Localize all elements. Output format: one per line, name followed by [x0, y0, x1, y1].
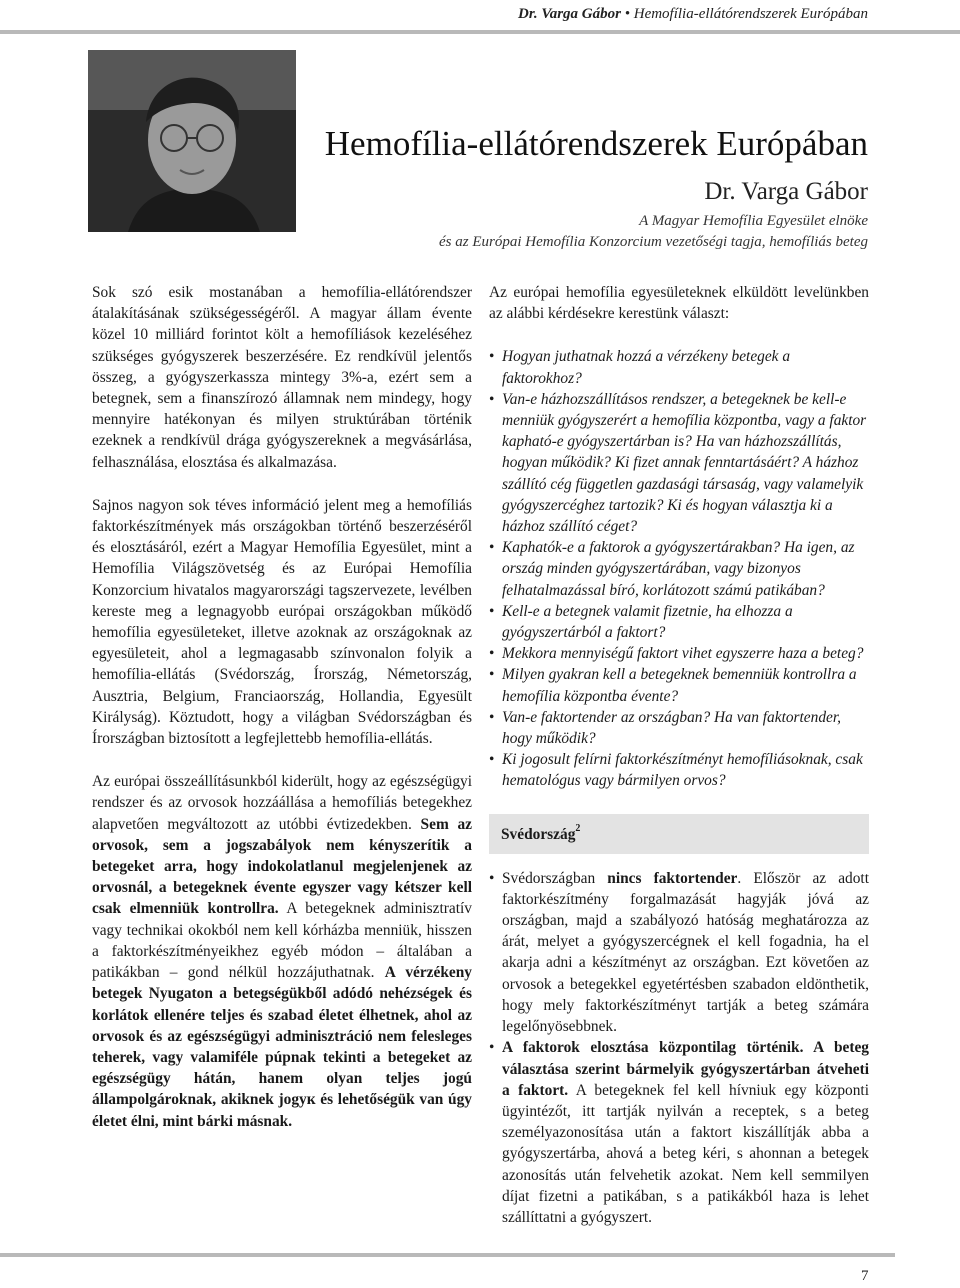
question-item: • Hogyan juthatnak hozzá a vérzékeny betegek a faktorokhoz? [489, 346, 869, 388]
question-item: • Van-e faktortender az országban? Ha van faktortender, hogy működik? [489, 707, 869, 749]
section-title: Svédország [501, 825, 576, 843]
page-number: 7 [861, 1268, 869, 1284]
question-item: • Ki jogosult felírni faktorkészítményt hemofíliásoknak, csak hematológus vagy bármilyen orvos? [489, 749, 869, 791]
paragraph-3-bold-b: A vérzékeny betegek Nyugaton a betegségükből adódó nehézségek és korlátok ellenére teljes és szabad életet élhetnek, ahol az orvosok és az egészségügyi adminisztráció nem felesleges teherek, vagy valamiféle púpnak tekinti a betegeket az egészségügy hátán, hanem olyan teljes jogú állampolgároknak, akiknek jogук és lehetőségük van úgy életet élni, mint bárki másnak. [92, 964, 472, 1130]
running-header-topic: Hemofília-ellátórendszerek Európában [633, 6, 868, 22]
questions-intro: Az európai hemofília egyesületeknek elküldött levelünkben az alábbi kérdésekre kerestünk választ: [489, 284, 869, 323]
header-rule [0, 30, 960, 34]
question-item: • Kell-e a betegnek valamit fizetnie, ha elhozza a gyógyszertárból a faktort? [489, 601, 869, 643]
paragraph-2: Sajnos nagyon sok téves információ jelent meg a hemofíliás faktorkészítmények más országokban történő beszerzéséről és elosztásáról, ezért a Magyar Hemofília Egyesület, mint a Hemofília Világszövetség és az Európai Hemofília Konzorcium hivatalos magyarországi tagszervezete, levélben kereste meg a legnagyobb európai országokban működő hemofília egyesületeket, illetve azoknak az országoknak az egyesületeit, ahol a legmagasabb színvonalon folyik a hemofília-ellátás (Svédország, Írország, Németország, Ausztria, Belgium, Franciaország, Hollandia, Egyesült Királyság). Köztudott, hogy a világban Svédországban és Írországban biztosított a legfejlettebb hemofília-ellátás. [92, 496, 472, 748]
running-header-author: Dr. Varga Gábor [518, 6, 621, 22]
left-column [92, 282, 472, 1132]
question-item: • Van-e házhozszállításos rendszer, a betegeknek be kell-e menniük gyógyszerért a hemofília központba, vagy a faktor kapható-e gyógyszertárban is? Ha van házhozszállítás, hogyan működik? Ki fizet annak fenntartásáért? A házhoz szállító cég független gazdasági társaság, vagy valamelyik gyógyszercéghez tartozik? Ki és hogyan választja ki a házhoz szállító céget? [489, 389, 869, 537]
paragraph-3 [92, 771, 472, 1131]
author-affiliation-line2: és az Európai Hemofília Konzorcium vezetőségi tagja, hemofíliás beteg [439, 234, 868, 250]
sweden-item [489, 868, 869, 1038]
paragraph-3-text-b: A betegeknek adminisztratív vagy technikai okokból nem kell kórházba menniük, hisszen a faktorkészítményeikhez egyéb módon – általában a patikákban – gond nélkül hozzájuthatnak. [92, 900, 472, 982]
running-header-separator: • [624, 6, 630, 22]
sweden-item-bold: nincs faktortender [607, 869, 738, 887]
sweden-item-lead: Svédországban [502, 869, 608, 887]
footnote-marker: 2 [575, 822, 581, 834]
paragraph-3-bold-a: Sem az orvosok, sem a jogszabályok nem kényszerítik a betegeket arra, hogy indokolatlanul megjelenjenek az orvosnál, a betegeknek évente egyszer vagy kétszer kell csak elmenniük kontrollra. [92, 815, 472, 918]
question-item: • Mekkora mennyiségű faktort vihet egyszerre haza a beteg? [489, 643, 869, 664]
sweden-item-text: . Először az adott faktorkészítmény forgalmazását hagyják jóvá az országban, majd a szabályozó hatóság meghatározza az árát, melyet a gyógyszercégnek el kell fogadnia, ha el akarja adni a készítményt az országban. Ezt követően az orvosok a betegekkel egyetértésben szabadon eldönthetik, hogy mely faktorkészítményt tartják a beteg számára legelőnyösebbnek. [502, 869, 869, 1036]
author-photo [88, 50, 296, 232]
footer-rule [0, 1253, 895, 1257]
article-author: Dr. Varga Gábor [704, 178, 868, 205]
question-list [489, 346, 869, 791]
right-column [489, 282, 869, 1228]
paragraph-1: Sok szó esik mostanában a hemofília-ellátórendszer átalakításának szükségességéről. A magyar állam évente közel 10 milliárd forintot költ a hemofíliások kezeléséhez szükséges gyógyszerek beszerzésére. Ez rendkívül jelentős összeg, a gyógyszerkassza mintegy 3%-a, ezért sem a betegnek, sem a finanszírozó államnak nem mindegy, hogy mennyire hatékonyan és milyen struktúrában történik ezeknek a rendkívül drága gyógyszereknek a megvásárlása, felhasználása, elosztása és alkalmazása. [92, 284, 472, 471]
sweden-item [489, 1037, 869, 1228]
running-header [518, 6, 868, 23]
question-item: • Kaphatók-e a faktorok a gyógyszertárakban? Ha igen, az ország minden gyógyszertárában, vagy bizonyos felhatalmazással bíró, korlátozott számú patikában? [489, 537, 869, 601]
author-affiliation-line1: A Magyar Hemofília Egyesület elnöke [639, 213, 868, 229]
sweden-item-text: A betegeknek fel kell hívniuk egy központi ügyintézőt, itt tartják nyilván a receptek, s a beteg személyazonosítása után a faktort kiszállítják abba a gyógyszertárba, ahová a beteg kéri, s ahonnan a betegek azonosítás után felvehetik azokat. Nem kell semmilyen díjat fizetni a patikában, s a patikákból haza is lehet szállíttatni a gyógyszert. [502, 1081, 869, 1226]
sweden-list [489, 868, 869, 1228]
sweden-item-bold: A faktorok elosztása központilag történik. A beteg választása szerint bármelyik gyógyszertárban átveheti a faktort. [502, 1039, 869, 1099]
section-heading-sweden [489, 814, 869, 854]
paragraph-3-text-a: Az európai összeállításunkból kiderült, hogy az egészségügyi rendszer és az orvosok hozzáállása a hemofíliás betegekhez alapvetően megváltozott az utóbbi évtizedekben. [92, 773, 472, 833]
portrait-illustration [88, 50, 296, 232]
question-item: • Milyen gyakran kell a betegeknek bemenniük kontrollra a hemofília központba évente? [489, 664, 869, 706]
article-title: Hemofília-ellátórendszerek Európában [324, 124, 868, 163]
